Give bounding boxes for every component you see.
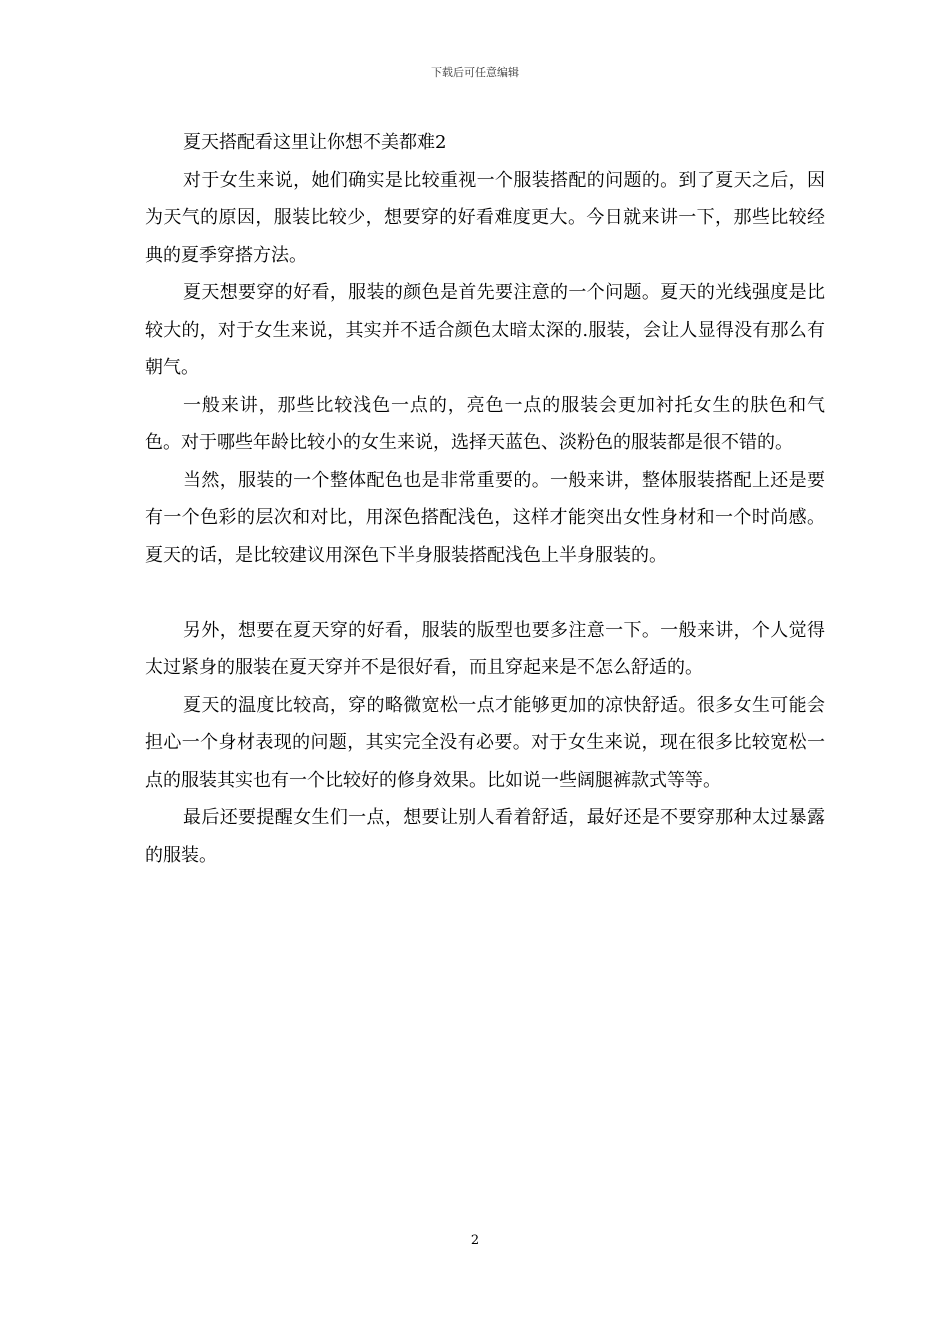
page-number: 2 <box>470 1233 480 1248</box>
document-title: 夏天搭配看这里让你想不美都难2 <box>183 132 447 153</box>
paragraph-spacer <box>145 574 825 612</box>
paragraph-loose-fit: 夏天的温度比较高，穿的略微宽松一点才能够更加的凉快舒适。很多女生可能会担心一个身材表现的问题，其实完全没有必要。对于女生来说，现在很多比较宽松一点的服装其实也有一个比较好的修身效果。比如说一些阔腿裤款式等等。 <box>145 694 825 791</box>
page-header: 下载后可任意编辑 <box>431 66 519 79</box>
document-body <box>145 124 825 874</box>
paragraph-closing: 最后还要提醒女生们一点，想要让别人看着舒适，最好还是不要穿那种太过暴露的服装。 <box>145 807 825 866</box>
paragraph-fit: 另外，想要在夏天穿的好看，服装的版型也要多注意一下。一般来讲，个人觉得太过紧身的服装在夏天穿并不是很好看，而且穿起来是不怎么舒适的。 <box>145 619 825 678</box>
paragraph-light-colors: 一般来讲，那些比较浅色一点的，亮色一点的服装会更加衬托女生的肤色和气色。对于哪些年龄比较小的女生来说，选择天蓝色、淡粉色的服装都是很不错的。 <box>145 394 825 453</box>
paragraph-color-matching: 当然，服装的一个整体配色也是非常重要的。一般来讲，整体服装搭配上还是要有一个色彩的层次和对比，用深色搭配浅色，这样才能突出女性身材和一个时尚感。夏天的话，是比较建议用深色下半身服装搭配浅色上半身服装的。 <box>145 469 825 566</box>
paragraph-color: 夏天想要穿的好看，服装的颜色是首先要注意的一个问题。夏天的光线强度是比较大的，对于女生来说，其实并不适合颜色太暗太深的.服装，会让人显得没有那么有朝气。 <box>145 282 825 378</box>
paragraph-intro: 对于女生来说，她们确实是比较重视一个服装搭配的问题的。到了夏天之后，因为天气的原因，服装比较少，想要穿的好看难度更大。今日就来讲一下，那些比较经典的夏季穿搭方法。 <box>145 169 825 266</box>
